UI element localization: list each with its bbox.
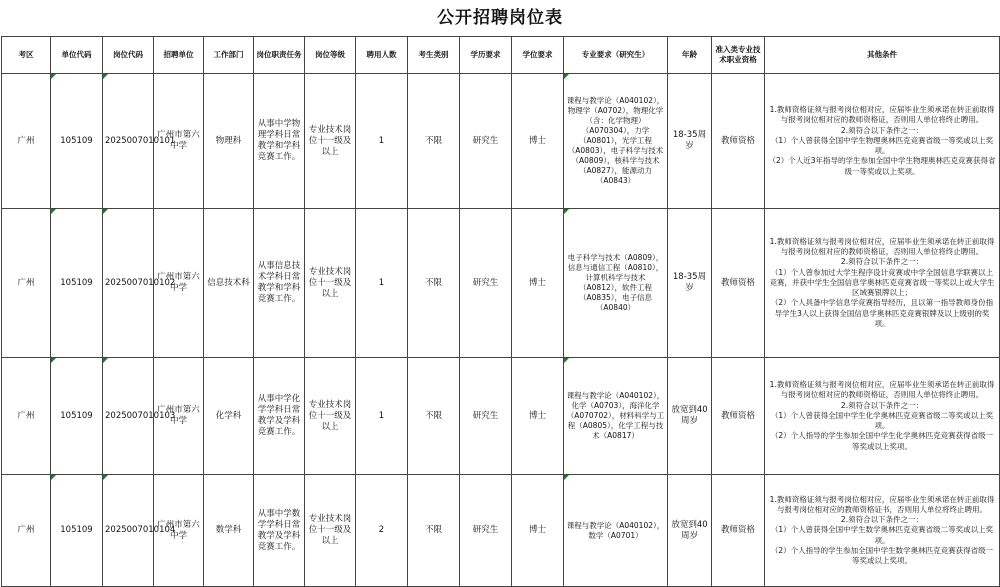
candidate-cell: 不限 xyxy=(408,475,460,587)
candidate-cell: 不限 xyxy=(408,209,460,358)
candidate-cell: 不限 xyxy=(408,74,460,209)
post-code-cell: 2025007010104 xyxy=(103,475,154,587)
region-cell: 广州 xyxy=(2,475,51,587)
education-cell: 研究生 xyxy=(460,475,512,587)
job-table xyxy=(1,36,1000,587)
degree-cell: 博士 xyxy=(512,74,564,209)
duty-cell: 从事中学数学学科日常教学及学科竞赛工作。 xyxy=(254,475,305,587)
region-cell: 广州 xyxy=(2,209,51,358)
level-cell: 专业技术岗位十一级及以上 xyxy=(305,209,356,358)
condition-line: （2）个人指导的学生参加全国中学生化学奥林匹克竞赛获得省级一等奖或以上奖项。 xyxy=(770,431,994,451)
region-cell: 广州 xyxy=(2,74,51,209)
major-cell: 课程与教学论（A040102），化学（A0703），海洋化学（A070702），材料科学与工程（A0805），化学工程与技术（A0817） xyxy=(564,358,668,475)
header-cell: 招聘单位 xyxy=(154,37,204,74)
condition-line: （1）个人曾获得全国中学生数学奥林匹克竞赛省级二等奖或以上奖项。 xyxy=(770,525,994,545)
major-cell: 课程与教学论（A040102），数学（A0701） xyxy=(564,475,668,587)
education-cell: 研究生 xyxy=(460,74,512,209)
dept-cell: 信息技术科 xyxy=(204,209,254,358)
major-cell: 课程与教学论（A040102），物理学（A0702），物理化学（含：化学物理）（A070304），力学（A0801），光学工程（A0803），电子科学与技术（A0809），核科学与技术（A0827），能源动力（A0843） xyxy=(564,74,668,209)
post-code-cell: 2025007010103 xyxy=(103,358,154,475)
page-title: 公开招聘岗位表 xyxy=(437,8,563,28)
table-row xyxy=(2,209,1000,358)
cert-cell: 教师资格 xyxy=(712,358,765,475)
unit-code-cell: 105109 xyxy=(51,358,103,475)
employer-cell: 广州市第六中学 xyxy=(154,358,204,475)
header-cell: 考区 xyxy=(2,37,51,74)
count-cell: 1 xyxy=(356,209,408,358)
major-cell: 电子科学与技术（A0809），信息与通信工程（A0810），计算机科学与技术（A0812），软件工程（A0835），电子信息（A0840） xyxy=(564,209,668,358)
dept-cell: 物理科 xyxy=(204,74,254,209)
condition-line: （1）个人曾获得全国中学生物理奥林匹克竞赛省级一等奖或以上奖项。 xyxy=(770,135,994,156)
condition-line: 2.须符合以下条件之一： xyxy=(840,400,924,410)
education-cell: 研究生 xyxy=(460,358,512,475)
header-cell: 考生类别 xyxy=(408,37,460,74)
degree-cell: 博士 xyxy=(512,358,564,475)
header-cell: 岗位代码 xyxy=(103,37,154,74)
cert-cell: 教师资格 xyxy=(712,209,765,358)
level-cell: 专业技术岗位十一级及以上 xyxy=(305,74,356,209)
education-cell: 研究生 xyxy=(460,209,512,358)
candidate-cell: 不限 xyxy=(408,358,460,475)
employer-cell: 广州市第六中学 xyxy=(154,209,204,358)
conditions-cell xyxy=(765,358,1000,475)
age-cell: 放宽到40周岁 xyxy=(668,358,712,475)
condition-line: （2）个人近3年指导的学生参加全国中学生物理奥林匹克竞赛获得省级一等奖或以上奖项。 xyxy=(768,156,996,176)
cert-cell: 教师资格 xyxy=(712,475,765,587)
cert-cell: 教师资格 xyxy=(712,74,765,209)
table-row xyxy=(2,74,1000,209)
post-code-cell: 2025007010102 xyxy=(103,209,154,358)
unit-code-cell: 105109 xyxy=(51,209,103,358)
employer-cell: 广州市第六中学 xyxy=(154,475,204,587)
header-cell: 工作部门 xyxy=(204,37,254,74)
region-cell: 广州 xyxy=(2,358,51,475)
header-cell: 其他条件 xyxy=(765,37,1000,74)
header-cell: 专业要求（研究生） xyxy=(564,37,668,74)
duty-cell: 从事中学物理学科日常教学和学科竞赛工作。 xyxy=(254,74,305,209)
condition-line: 1.教师资格证须与报考岗位相对应，应届毕业生须承诺在转正前取得与报考岗位相对应的教师资格证书，否则用人单位将终止聘用。 xyxy=(769,494,995,514)
level-cell: 专业技术岗位十一级及以上 xyxy=(305,475,356,587)
header-cell: 准入类专业技术职业资格 xyxy=(712,37,765,74)
header-cell: 学位要求 xyxy=(512,37,564,74)
header-cell: 单位代码 xyxy=(51,37,103,74)
condition-line: （2）个人具备中学信息学竞赛指导经历，且以第一指导教师身份指导学生3人以上获得全国信息学奥林匹克竞赛银牌及以上级别的奖项。 xyxy=(770,298,994,328)
dept-cell: 数学科 xyxy=(204,475,254,587)
condition-line: 2.须符合以下条件之一： xyxy=(840,515,924,525)
header-cell: 聘用人数 xyxy=(356,37,408,74)
condition-line: （2）个人指导的学生参加全国中学生数学奥林匹克竞赛获得省级一等奖或以上奖项。 xyxy=(770,545,994,565)
age-cell: 18-35周岁 xyxy=(668,74,712,209)
count-cell: 1 xyxy=(356,358,408,475)
condition-line: 2.须符合以下条件之一： xyxy=(840,257,924,267)
count-cell: 1 xyxy=(356,74,408,209)
table-row xyxy=(2,475,1000,587)
condition-line: 1.教师资格证须与报考岗位相对应，应届毕业生须承诺在转正前取得与报考岗位相对应的教师资格证，否则用人单位将终止聘用。 xyxy=(769,380,995,400)
age-cell: 18-35周岁 xyxy=(668,209,712,358)
conditions-cell xyxy=(765,209,1000,358)
level-cell: 专业技术岗位十一级及以上 xyxy=(305,358,356,475)
employer-cell: 广州市第六中学 xyxy=(154,74,204,209)
header-cell: 岗位职责任务 xyxy=(254,37,305,74)
header-cell: 学历要求 xyxy=(460,37,512,74)
count-cell: 2 xyxy=(356,475,408,587)
degree-cell: 博士 xyxy=(512,209,564,358)
table-row xyxy=(2,358,1000,475)
unit-code-cell: 105109 xyxy=(51,74,103,209)
condition-line: 1.教师资格证须与报考岗位相对应，应届毕业生须承诺在转正前取得与报考岗位相对应的教师资格证，否则用人单位将终止聘用。 xyxy=(769,237,995,257)
header-cell: 岗位等级 xyxy=(305,37,356,74)
condition-line: 2.须符合以下条件之一： xyxy=(840,125,924,135)
conditions-cell xyxy=(765,475,1000,587)
header-row xyxy=(2,37,1000,74)
duty-cell: 从事中学化学学科日常教学及学科竞赛工作。 xyxy=(254,358,305,475)
unit-code-cell: 105109 xyxy=(51,475,103,587)
condition-line: （1）个人曾获得全国中学生化学奥林匹克竞赛省级二等奖或以上奖项。 xyxy=(770,410,994,431)
conditions-cell xyxy=(765,74,1000,209)
post-code-cell: 2025007010101 xyxy=(103,74,154,209)
header-cell: 年龄 xyxy=(668,37,712,74)
dept-cell: 化学科 xyxy=(204,358,254,475)
degree-cell: 博士 xyxy=(512,475,564,587)
condition-line: 1.教师资格证须与报考岗位相对应，应届毕业生须承诺在转正前取得与报考岗位相对应的教师资格证，否则用人单位将终止聘用。 xyxy=(769,105,995,125)
age-cell: 放宽到40周岁 xyxy=(668,475,712,587)
duty-cell: 从事信息技术学科日常教学和学科竞赛工作。 xyxy=(254,209,305,358)
condition-line: （1）个人曾参加过大学生程序设计竞赛或中学全国信息学联赛以上竞赛，并获中学生全国信息学奥林匹克竞赛省级一等奖以上或大学生区域赛银牌以上； xyxy=(769,267,995,298)
